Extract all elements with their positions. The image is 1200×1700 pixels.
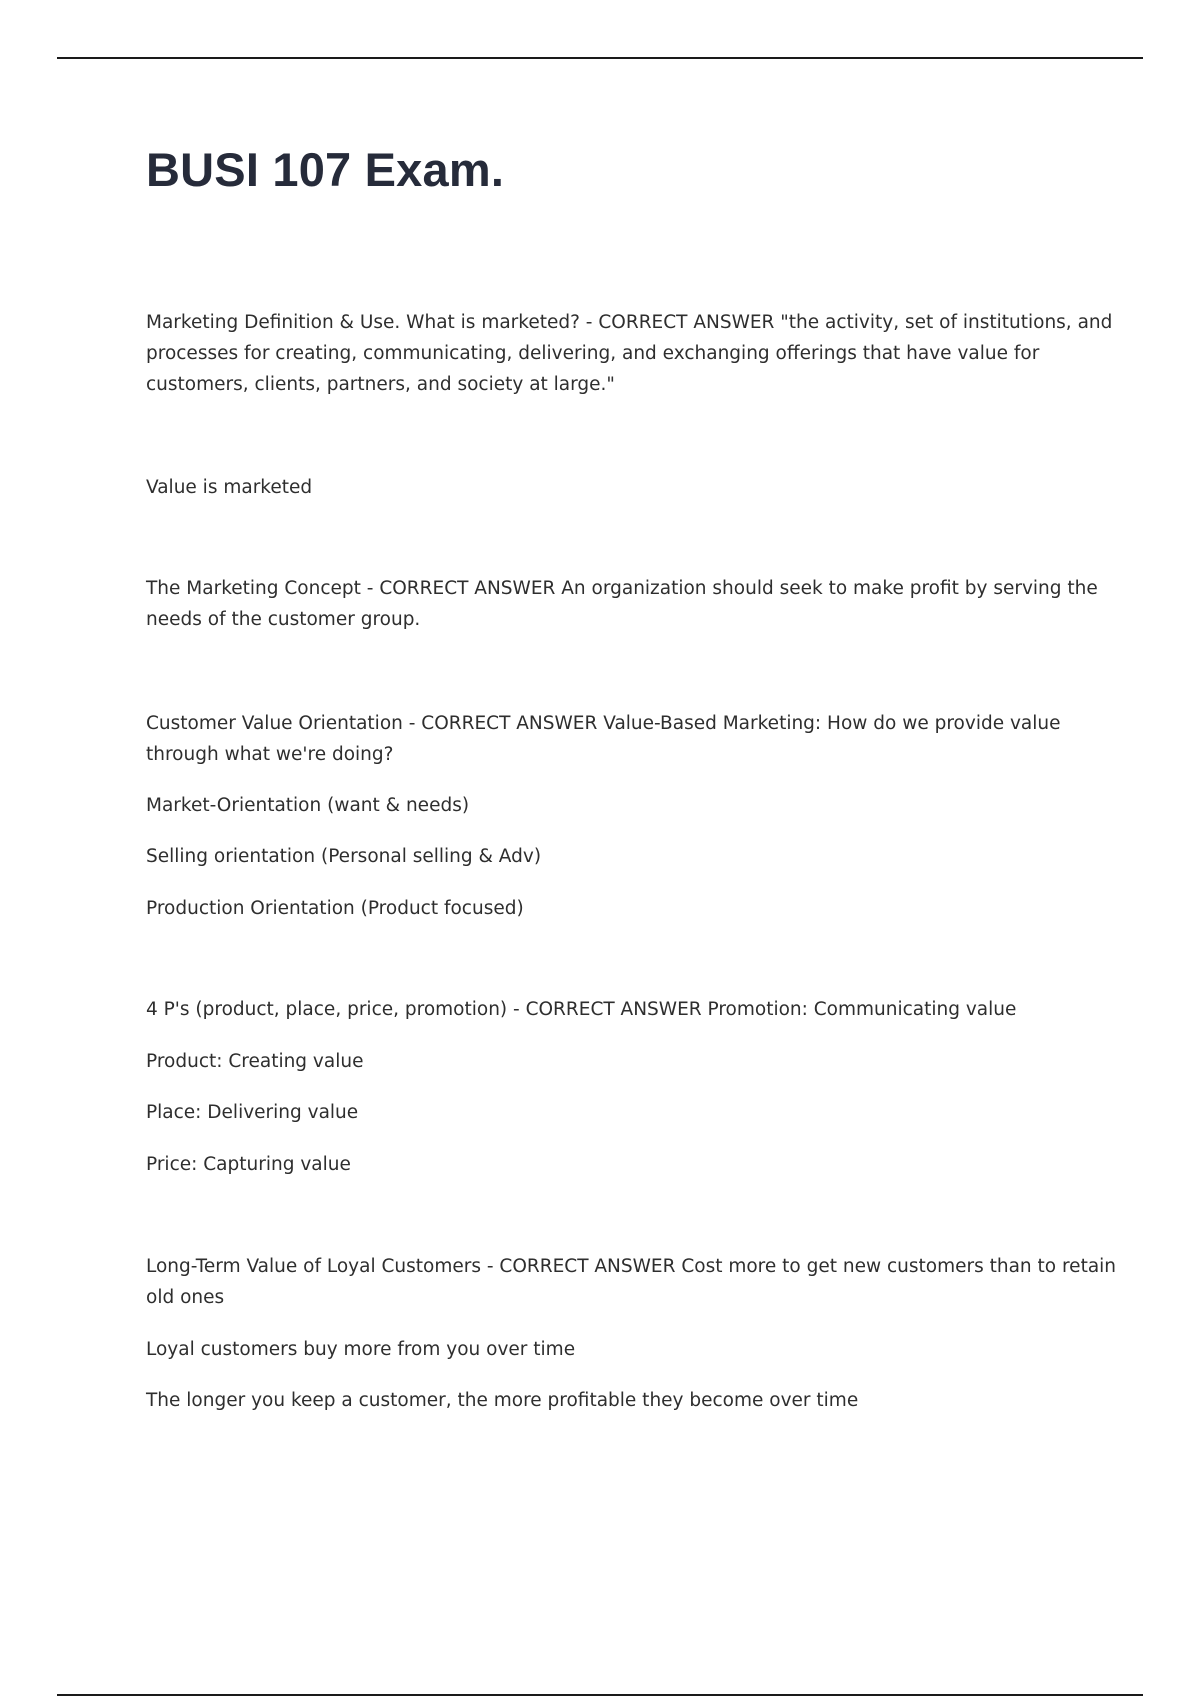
text-line: The longer you keep a customer, the more profitable they become over time [146, 1390, 859, 1411]
text-line: The Marketing Concept - CORRECT ANSWER An organization should seek to make profit by serving the [146, 578, 1098, 599]
text-line: Customer Value Orientation - CORRECT ANSWER Value-Based Marketing: How do we provide value [146, 713, 1061, 734]
text-line: processes for creating, communicating, delivering, and exchanging offerings that have value for [146, 343, 1040, 364]
text-line: Market-Orientation (want & needs) [146, 795, 470, 816]
footer-rule [57, 1694, 1143, 1696]
text-line: Price: Capturing value [146, 1154, 351, 1175]
text-line: 4 P's (product, place, price, promotion) - CORRECT ANSWER Promotion: Communicating value [146, 999, 1017, 1020]
text-line: Place: Delivering value [146, 1102, 359, 1123]
text-line: old ones [146, 1287, 225, 1308]
text-line: needs of the customer group. [146, 609, 421, 630]
text-line: Value is marketed [146, 477, 313, 498]
document-title: BUSI 107 Exam. [146, 143, 505, 196]
text-line: Selling orientation (Personal selling & Adv) [146, 846, 542, 867]
text-line: through what we're doing? [146, 744, 394, 765]
text-line: Marketing Definition & Use. What is marketed? - CORRECT ANSWER "the activity, set of institutions, and [146, 312, 1113, 333]
text-line: Loyal customers buy more from you over time [146, 1339, 576, 1360]
text-line: Long-Term Value of Loyal Customers - CORRECT ANSWER Cost more to get new customers than to retain [146, 1256, 1117, 1277]
header-rule [57, 57, 1143, 59]
text-line: Production Orientation (Product focused) [146, 898, 524, 919]
text-line: customers, clients, partners, and society at large." [146, 374, 615, 395]
text-line: Product: Creating value [146, 1051, 364, 1072]
